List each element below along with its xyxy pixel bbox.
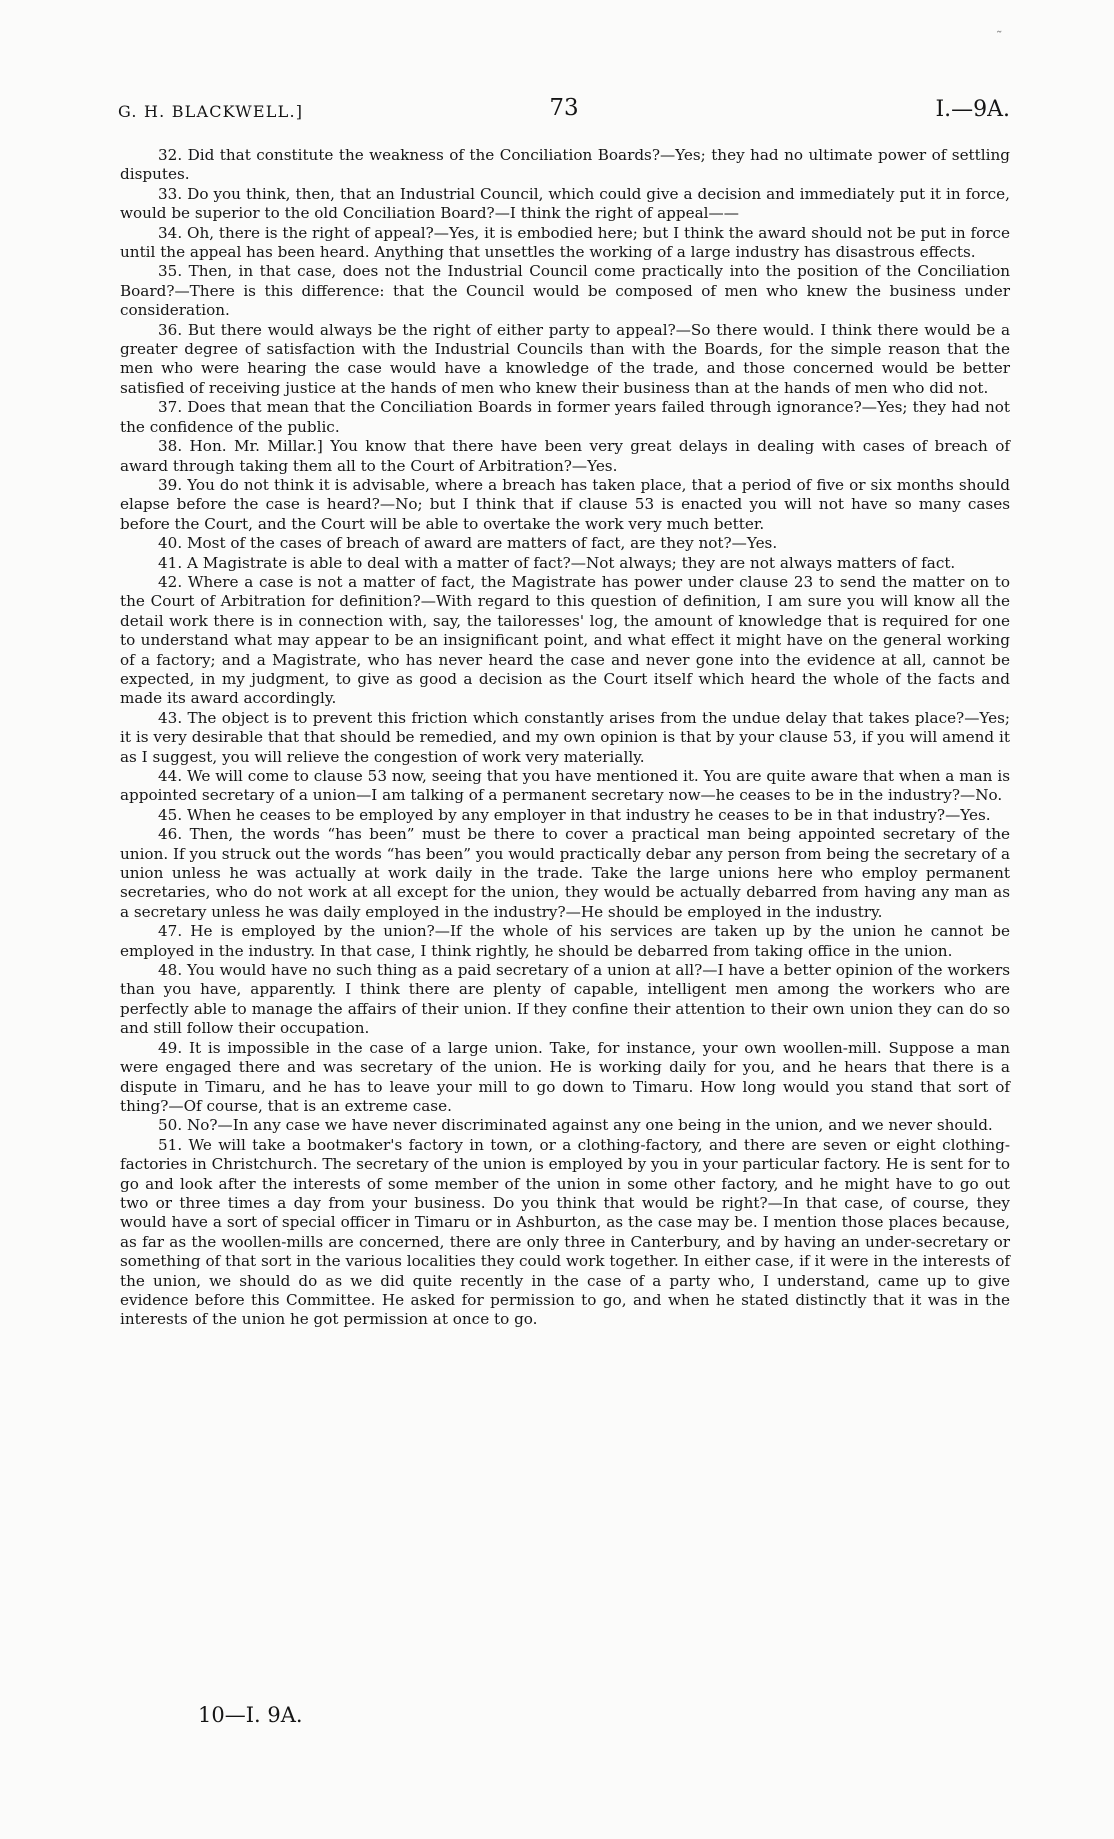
paragraph-39: 39. You do not think it is advisable, where a breach has taken place, that a period of five or six months should elapse before the case is heard?—No; but I think that if clause 53 is enacted you will not have so many cases before the Court, and the Court will be able to overtake the work very much better.	[120, 475, 1010, 533]
paragraph-42: 42. Where a case is not a matter of fact, the Magistrate has power under clause 23 to send the matter on to the Court of Arbitration for definition?—With regard to this question of definition, I am sure you will know all the detail work there is in connection with, say, the tailoresses' log, the amount of knowledge that is required for one to understand what may appear to be an insignificant point, and what effect it might have on the general working of a factory; and a Magistrate, who has never heard the case and never gone into the evidence at all, cannot be expected, in my judgment, to give as good a decision as the Court itself which heard the whole of the facts and made its award accordingly.	[120, 572, 1010, 708]
paragraph-49: 49. It is impossible in the case of a large union. Take, for instance, your own woollen-mill. Suppose a man were engaged there and was secretary of the union. He is working daily for you, and he hears that there is a dispute in Timaru, and he has to leave your mill to go down to Timaru. How long would you stand that sort of thing?—Of course, that is an extreme case.	[120, 1038, 1010, 1115]
scan-mark: ˜	[996, 30, 1003, 45]
paragraph-32: 32. Did that constitute the weakness of the Conciliation Boards?—Yes; they had no ultimate power of settling disputes.	[120, 146, 1010, 184]
page-number: 73	[549, 95, 579, 121]
page-header	[118, 92, 1010, 124]
printer-signature-mark: 10—I. 9A.	[198, 1703, 303, 1727]
evidence-text	[120, 146, 1010, 1330]
witness-name: G. H. BLACKWELL.]	[118, 102, 304, 121]
paragraph-48: 48. You would have no such thing as a paid secretary of a union at all?—I have a better opinion of the workers than you have, apparently. I think there are plenty of capable, intelligent men among the workers who are perfectly able to manage the affairs of their union. If they confine their attention to their own union they can do so and still follow their occupation.	[120, 961, 1010, 1038]
paragraph-34: 34. Oh, there is the right of appeal?—Yes, it is embodied here; but I think the award should not be put in force until the appeal has been heard. Anything that unsettles the working of a large industry has disastrous effects.	[120, 223, 1010, 262]
document-reference: I.—9A.	[935, 97, 1010, 122]
paragraph-37: 37. Does that mean that the Conciliation Boards in former years failed through ignorance?—Yes; they had not the confidence of the public.	[120, 398, 1010, 436]
paragraph-47: 47. He is employed by the union?—If the whole of his services are taken up by the union he cannot be employed in the industry. In that case, I think rightly, he should be debarred from taking office in the union.	[120, 922, 1010, 960]
paragraph-44: 44. We will come to clause 53 now, seeing that you have mentioned it. You are quite aware that when a man is appointed secretary of a union—I am talking of a permanent secretary now—he ceases to be in the industry?—No.	[120, 767, 1010, 805]
paragraph-33: 33. Do you think, then, that an Industrial Council, which could give a decision and immediately put it in force, would be superior to the old Conciliation Board?—I think the right of appeal——	[120, 184, 1010, 223]
paragraph-43: 43. The object is to prevent this friction which constantly arises from the undue delay that takes place?—Yes; it is very desirable that that should be remedied, and my own opinion is that by your clause 53, if you will amend it as I suggest, you will relieve the congestion of work very materially.	[120, 708, 1010, 766]
paragraph-38: 38. Hon. Mr. Millar.] You know that there have been very great delays in dealing with cases of breach of award through taking them all to the Court of Arbitration?—Yes.	[120, 437, 1010, 475]
paragraph-50: 50. No?—In any case we have never discriminated against any one being in the union, and we never should.	[158, 1116, 993, 1135]
paragraph-45: 45. When he ceases to be employed by any employer in that industry he ceases to be in that industry?—Yes.	[158, 805, 991, 824]
paragraph-36: 36. But there would always be the right of either party to appeal?—So there would. I think there would be a greater degree of satisfaction with the Industrial Councils than with the Boards, for the simple reason that the men who were hearing the case would have a knowledge of the trade, and those concerned would be better satisfied of receiving justice at the hands of men who knew their business than at the hands of men who did not.	[120, 320, 1010, 397]
paragraph-51: 51. We will take a bootmaker's factory in town, or a clothing-factory, and there are seven or eight clothing-factories in Christchurch. The secretary of the union is employed by you in your particular factory. He is sent for to go and look after the interests of some member of the union in some other factory, and he might have to go out two or three times a day from your business. Do you think that would be right?—In that case, of course, they would have a sort of special officer in Timaru or in Ashburton, as the case may be. I mention those places because, as far as the woollen-mills are concerned, there are only three in Canterbury, and by having an under-secretary or something of that sort in the various localities they could work together. In either case, if it were in the interests of the union, we should do as we did quite recently in the case of a party who, I understand, came up to give evidence before this Committee. He asked for permission to go, and when he stated distinctly that it was in the interests of the union he got permission at once to go.	[120, 1135, 1010, 1329]
paragraph-40: 40. Most of the cases of breach of award are matters of fact, are they not?—Yes.	[158, 534, 778, 553]
paragraph-46: 46. Then, the words “has been” must be there to cover a practical man being appointed secretary of the union. If you struck out the words “has been” you would practically debar any person from being the secretary of a union unless he was actually at work daily in the trade. Take the large unions here who employ permanent secretaries, who do not work at all except for the union, they would be actually debarred from having any man as a secretary unless he was daily employed in the industry?—He should be employed in the industry.	[120, 825, 1010, 921]
paragraph-41: 41. A Magistrate is able to deal with a matter of fact?—Not always; they are not always matters of fact.	[158, 553, 956, 572]
paragraph-35: 35. Then, in that case, does not the Industrial Council come practically into the position of the Conciliation Board?—There is this difference: that the Council would be composed of men who knew the business under consideration.	[120, 262, 1010, 320]
